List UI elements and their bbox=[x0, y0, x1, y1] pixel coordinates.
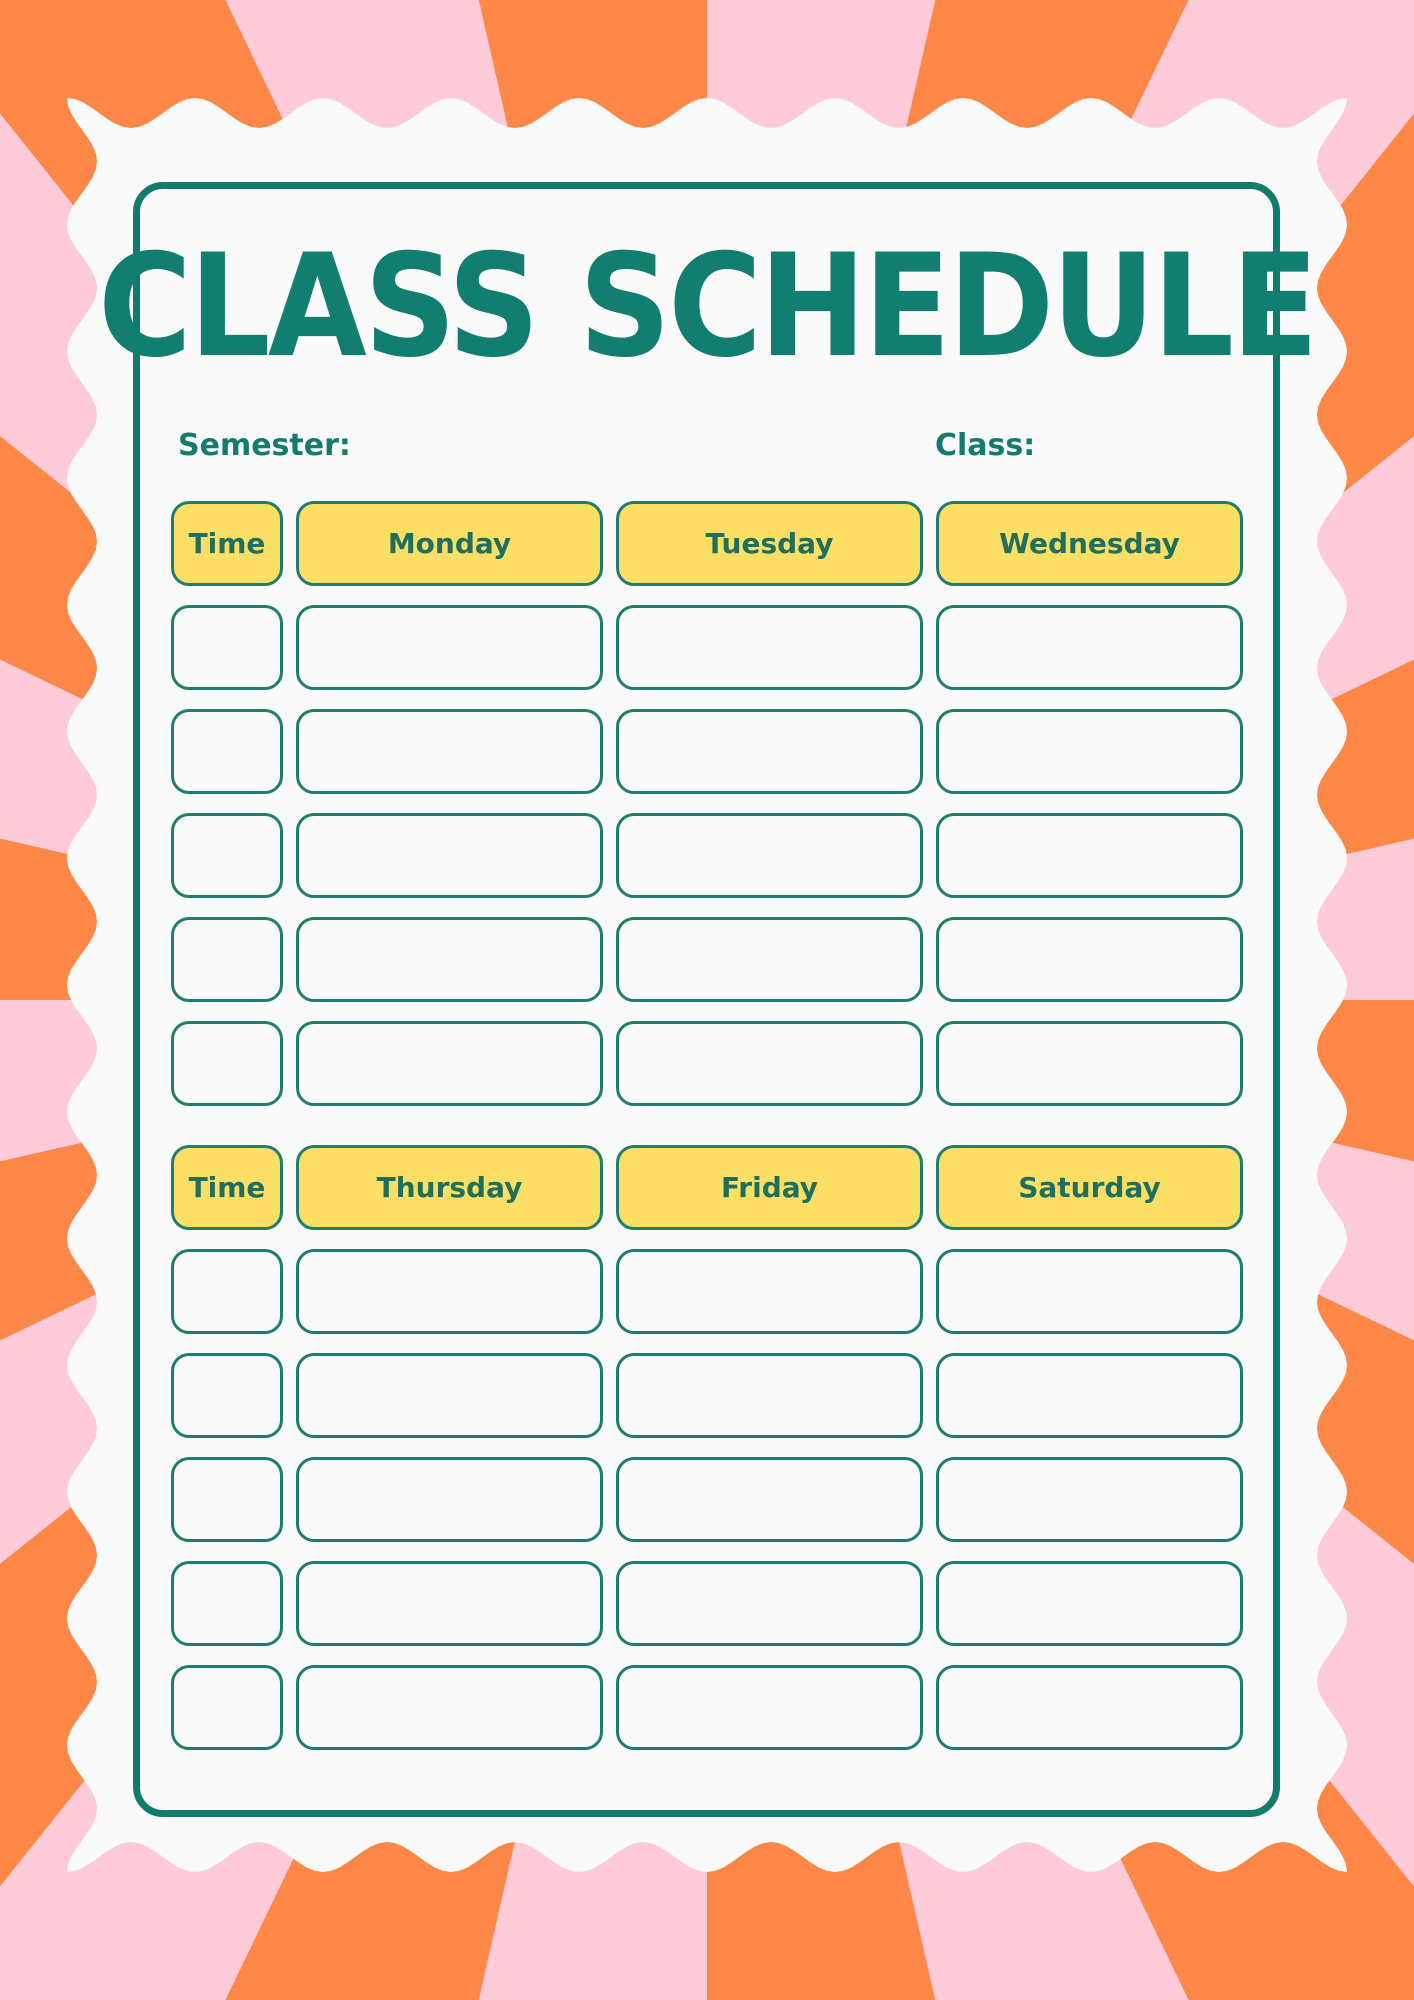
class-entry-cell[interactable] bbox=[616, 917, 923, 1002]
column-header-monday: Monday bbox=[296, 501, 603, 586]
class-entry-cell[interactable] bbox=[616, 1457, 923, 1542]
class-entry-cell[interactable] bbox=[616, 1353, 923, 1438]
class-entry-cell[interactable] bbox=[616, 1665, 923, 1750]
column-header-saturday: Saturday bbox=[936, 1145, 1243, 1230]
class-entry-cell[interactable] bbox=[616, 1561, 923, 1646]
class-entry-cell[interactable] bbox=[296, 1457, 603, 1542]
column-header-time: Time bbox=[171, 1145, 283, 1230]
class-entry-cell[interactable] bbox=[296, 813, 603, 898]
class-entry-cell[interactable] bbox=[936, 709, 1243, 794]
time-slot-cell[interactable] bbox=[171, 1249, 283, 1334]
class-entry-cell[interactable] bbox=[936, 1021, 1243, 1106]
time-slot-cell[interactable] bbox=[171, 1021, 283, 1106]
column-header-wednesday: Wednesday bbox=[936, 501, 1243, 586]
class-entry-cell[interactable] bbox=[936, 813, 1243, 898]
class-entry-cell[interactable] bbox=[616, 605, 923, 690]
column-header-friday: Friday bbox=[616, 1145, 923, 1230]
column-header-thursday: Thursday bbox=[296, 1145, 603, 1230]
time-slot-cell[interactable] bbox=[171, 1665, 283, 1750]
class-entry-cell[interactable] bbox=[616, 813, 923, 898]
class-entry-cell[interactable] bbox=[296, 1665, 603, 1750]
time-slot-cell[interactable] bbox=[171, 917, 283, 1002]
class-entry-cell[interactable] bbox=[296, 1249, 603, 1334]
semester-label: Semester: bbox=[178, 428, 351, 463]
time-slot-cell[interactable] bbox=[171, 709, 283, 794]
class-entry-cell[interactable] bbox=[616, 709, 923, 794]
class-entry-cell[interactable] bbox=[296, 1561, 603, 1646]
class-entry-cell[interactable] bbox=[936, 1665, 1243, 1750]
class-entry-cell[interactable] bbox=[616, 1249, 923, 1334]
time-slot-cell[interactable] bbox=[171, 813, 283, 898]
time-slot-cell[interactable] bbox=[171, 1561, 283, 1646]
class-entry-cell[interactable] bbox=[616, 1021, 923, 1106]
class-entry-cell[interactable] bbox=[296, 709, 603, 794]
time-slot-cell[interactable] bbox=[171, 1353, 283, 1438]
class-label: Class: bbox=[935, 428, 1036, 463]
class-entry-cell[interactable] bbox=[936, 1353, 1243, 1438]
time-slot-cell[interactable] bbox=[171, 605, 283, 690]
class-entry-cell[interactable] bbox=[296, 917, 603, 1002]
column-header-time: Time bbox=[171, 501, 283, 586]
class-entry-cell[interactable] bbox=[936, 1249, 1243, 1334]
class-entry-cell[interactable] bbox=[296, 1353, 603, 1438]
class-entry-cell[interactable] bbox=[936, 1561, 1243, 1646]
class-entry-cell[interactable] bbox=[936, 605, 1243, 690]
class-entry-cell[interactable] bbox=[936, 917, 1243, 1002]
time-slot-cell[interactable] bbox=[171, 1457, 283, 1542]
class-entry-cell[interactable] bbox=[296, 605, 603, 690]
page-title: CLASS SCHEDULE bbox=[98, 224, 1316, 389]
column-header-tuesday: Tuesday bbox=[616, 501, 923, 586]
class-entry-cell[interactable] bbox=[296, 1021, 603, 1106]
class-entry-cell[interactable] bbox=[936, 1457, 1243, 1542]
